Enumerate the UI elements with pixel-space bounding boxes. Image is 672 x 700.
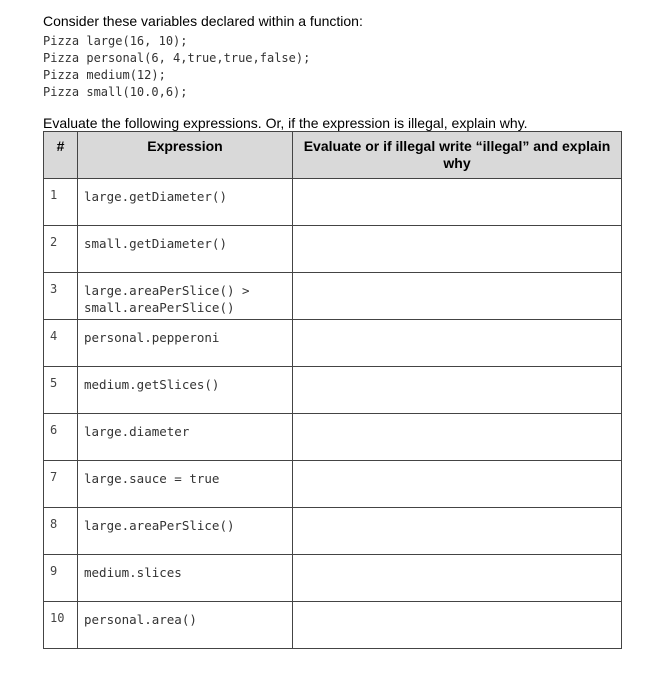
table-row — [44, 602, 622, 649]
expression-line: medium.getSlices() — [84, 377, 220, 392]
expression-line: large.getDiameter() — [84, 189, 227, 204]
answer-cell[interactable] — [293, 555, 622, 602]
table-row — [44, 414, 622, 461]
expression-line: large.areaPerSlice() > — [84, 283, 250, 298]
instructions-text: Evaluate the following expressions. Or, if the expression is illegal, explain why. — [43, 115, 528, 131]
expression-line: large.areaPerSlice() — [84, 518, 235, 533]
row-expression — [78, 602, 293, 649]
row-number: 10 — [44, 602, 78, 649]
answer-cell[interactable] — [293, 367, 622, 414]
row-expression — [78, 461, 293, 508]
code-line: Pizza medium(12); — [43, 68, 166, 82]
row-number: 5 — [44, 367, 78, 414]
code-line: Pizza personal(6, 4,true,true,false); — [43, 51, 311, 65]
answer-cell[interactable] — [293, 273, 622, 320]
answer-cell[interactable] — [293, 461, 622, 508]
table-row — [44, 179, 622, 226]
expression-line: small.areaPerSlice() — [84, 300, 235, 315]
code-block — [43, 33, 310, 101]
table-row — [44, 320, 622, 367]
table-row — [44, 273, 622, 320]
row-number: 4 — [44, 320, 78, 367]
table-row — [44, 508, 622, 555]
row-number: 7 — [44, 461, 78, 508]
row-number: 1 — [44, 179, 78, 226]
header-number: # — [44, 132, 78, 179]
row-number: 3 — [44, 273, 78, 320]
answer-cell[interactable] — [293, 179, 622, 226]
row-expression — [78, 414, 293, 461]
answer-cell[interactable] — [293, 508, 622, 555]
table-row — [44, 555, 622, 602]
row-number: 2 — [44, 226, 78, 273]
answer-cell[interactable] — [293, 602, 622, 649]
row-number: 9 — [44, 555, 78, 602]
header-expression: Expression — [78, 132, 293, 179]
intro-text: Consider these variables declared within a function: — [43, 13, 363, 29]
expression-line: large.diameter — [84, 424, 190, 439]
answer-cell[interactable] — [293, 226, 622, 273]
row-expression — [78, 367, 293, 414]
code-line: Pizza small(10.0,6); — [43, 85, 188, 99]
row-expression — [78, 179, 293, 226]
expression-line: personal.pepperoni — [84, 330, 220, 345]
expression-line: medium.slices — [84, 565, 182, 580]
table-row — [44, 367, 622, 414]
row-number: 8 — [44, 508, 78, 555]
header-evaluate: Evaluate or if illegal write “illegal” and explain why — [293, 132, 622, 179]
row-expression — [78, 320, 293, 367]
expression-line: small.getDiameter() — [84, 236, 227, 251]
answer-cell[interactable] — [293, 320, 622, 367]
row-expression — [78, 226, 293, 273]
answer-cell[interactable] — [293, 414, 622, 461]
table-header-row — [44, 132, 622, 179]
expression-table — [43, 131, 622, 649]
table-row — [44, 461, 622, 508]
row-expression — [78, 273, 293, 320]
row-expression — [78, 555, 293, 602]
code-line: Pizza large(16, 10); — [43, 34, 188, 48]
table-row — [44, 226, 622, 273]
expression-line: personal.area() — [84, 612, 197, 627]
row-expression — [78, 508, 293, 555]
row-number: 6 — [44, 414, 78, 461]
expression-line: large.sauce = true — [84, 471, 220, 486]
